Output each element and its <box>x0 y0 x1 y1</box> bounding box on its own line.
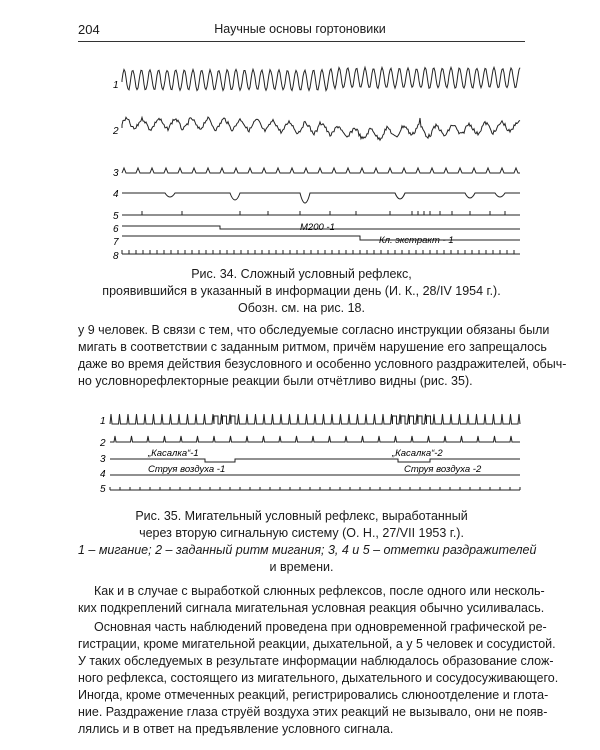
fig34-trace-label-1: 1 <box>113 80 119 91</box>
running-title: Научные основы гортоновики <box>214 22 386 36</box>
fig34-trace-label-6: 6 <box>113 224 119 235</box>
text-line: гистрации, кроме мигательной реакции, дыхательной, а у 5 человек и сосудистой. <box>78 637 556 651</box>
fig34-trace-label-8: 8 <box>113 251 119 260</box>
fig35-trace-label-4: 4 <box>100 469 106 480</box>
paragraph-observations <box>78 619 559 738</box>
fig34-trace-label-7: 7 <box>113 237 119 248</box>
fig34-trace-2-respiration <box>122 117 520 140</box>
text-line: ких подкреплений сигнала мигательная условная реакция обычно усиливалась. <box>78 601 545 615</box>
paragraph-reinforcement <box>78 583 545 617</box>
text-line: Основная часть наблюдений проведена при одновременной графической ре- <box>94 620 547 634</box>
figure-35-recording <box>0 402 600 498</box>
fig34-trace-8-time <box>122 250 520 254</box>
fig34-trace-label-3: 3 <box>113 168 119 179</box>
fig35-trace-label-1: 1 <box>100 416 106 427</box>
text-line: Иногда, кроме отмеченных реакций, регистрировались слюноотделение и глота- <box>78 688 549 702</box>
fig35-trace-2-rhythm <box>110 436 520 442</box>
fig34-trace-label-5: 5 <box>113 211 119 222</box>
text-line: мигать в соответствии с заданным ритмом, причём нарушение его запрещалось <box>78 340 547 354</box>
fig35-annotation-kasalka-1: „Касалка“-1 <box>148 448 199 459</box>
fig34-trace-label-4: 4 <box>113 189 119 200</box>
header-rule <box>78 41 525 42</box>
text-line: ние. Раздражение глаза струёй воздуха этих реакций не вызывало, они не появ- <box>78 705 548 719</box>
fig34-trace-5 <box>122 211 520 215</box>
caption-line: через вторую сигнальную систему (О. Н., 27/VII 1953 г.). <box>139 526 464 540</box>
caption-line: Рис. 35. Мигательный условный рефлекс, выработанный <box>135 509 468 523</box>
fig34-annotation-extract: Кл. экстракт - 1 <box>379 235 454 246</box>
fig35-annotation-struya-1: Струя воздуха -1 <box>148 464 226 475</box>
caption-line: проявившийся в указанный в информации день (И. К., 28/IV 1954 г.). <box>102 284 501 298</box>
figure-35-caption <box>78 508 537 576</box>
fig34-trace-4 <box>122 193 520 203</box>
text-line: даже во время действия безусловного и особенно условного раздражителей, обыч- <box>78 357 567 371</box>
text-line: ного рефлекса, состоящего из мигательного, дыхательного и сосудосуживающего. <box>78 671 559 685</box>
caption-line: Рис. 34. Сложный условный рефлекс, <box>191 267 412 281</box>
text-line: У таких обследуемых в результате информации наблюдалось образование слож- <box>78 654 554 668</box>
paragraph-continuation <box>78 322 567 390</box>
caption-line: и времени. <box>269 560 334 574</box>
fig35-trace-5-time <box>110 487 520 490</box>
fig35-trace-label-5: 5 <box>100 484 106 495</box>
text-line: но условнорефлекторные реакции были отчётливо видны (рис. 35). <box>78 374 473 388</box>
fig34-trace-label-2: 2 <box>113 126 119 137</box>
figure-34-caption <box>78 266 525 317</box>
text-line: лялись и в ответ на предъявление условного сигнала. <box>78 722 394 736</box>
fig34-annotation-m200: M200 -1 <box>300 222 335 233</box>
caption-line: Обозн. см. на рис. 18. <box>238 301 365 315</box>
fig35-trace-3-stimulus <box>110 459 520 462</box>
fig35-trace-1-blinking <box>110 414 520 424</box>
figure-34-recording <box>0 60 600 260</box>
fig35-annotation-struya-2: Струя воздуха -2 <box>404 464 482 475</box>
caption-line: 1 – мигание; 2 – заданный ритм мигания; 3, 4 и 5 – отметки раздражителей <box>78 543 537 557</box>
page-header <box>0 0 600 44</box>
fig35-annotation-kasalka-2: „Касалка“-2 <box>392 448 443 459</box>
text-line: у 9 человек. В связи с тем, что обследуемые согласно инструкции обязаны были <box>78 323 550 337</box>
fig34-trace-7 <box>122 236 520 240</box>
text-line: Как и в случае с выработкой слюнных рефлексов, после одного или несколь- <box>94 584 545 598</box>
fig34-trace-3 <box>122 168 520 173</box>
fig35-trace-label-3: 3 <box>100 454 106 465</box>
fig35-trace-label-2: 2 <box>100 438 106 449</box>
fig34-trace-1-blinking <box>122 67 520 90</box>
page-number: 204 <box>78 22 100 37</box>
